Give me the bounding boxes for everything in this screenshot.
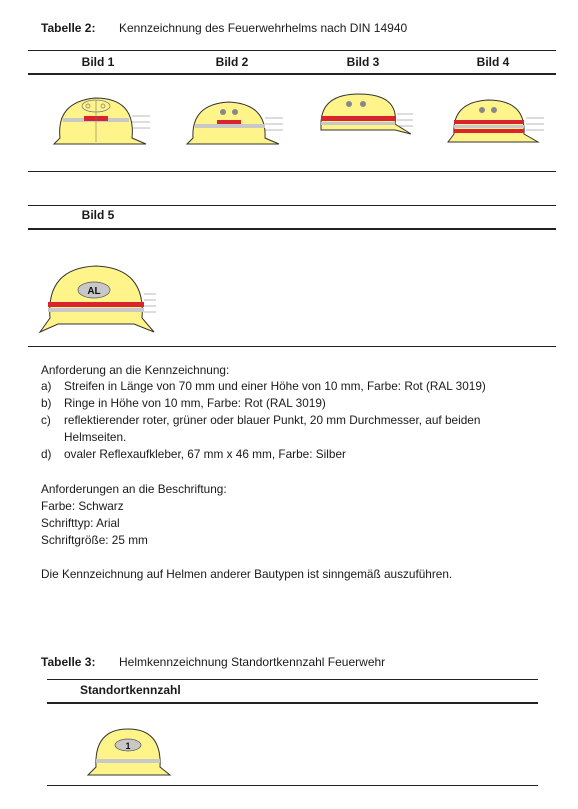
- table2-top-rule: [28, 50, 556, 51]
- helmet-bild5-image: [36, 262, 160, 338]
- column-header-bild3: Bild 3: [346, 55, 380, 69]
- requirement-b-marker: b): [41, 396, 52, 410]
- table2-label: Tabelle 2:: [41, 21, 96, 35]
- lettering-font: Schrifttyp: Arial: [41, 516, 120, 530]
- requirement-c-marker: c): [41, 413, 51, 427]
- requirement-a-text: Streifen in Länge von 70 mm und einer Höhe von 10 mm, Farbe: Rot (RAL 3019): [64, 379, 486, 393]
- standortkennzahl-badge-text: 1: [125, 741, 131, 751]
- table3-title: Helmkennzeichnung Standortkennzahl Feuerwehr: [119, 655, 386, 669]
- requirement-c-text: reflektierender roter, grüner oder blauer Punkt, 20 mm Durchmesser, auf beiden: [64, 413, 481, 427]
- column-header-bild4: Bild 4: [476, 55, 510, 69]
- helmet-standortkennzahl-image: [86, 725, 172, 781]
- note-paragraph: Die Kennzeichnung auf Helmen anderer Bautypen ist sinngemäß auszuführen.: [41, 567, 453, 581]
- helmet-bild1-image: [50, 94, 154, 152]
- column-header-bild2: Bild 2: [215, 55, 249, 69]
- requirements-heading: Anforderung an die Kennzeichnung:: [41, 363, 230, 377]
- table2-row2-top-rule: [28, 205, 556, 206]
- table3-label: Tabelle 3:: [41, 655, 96, 669]
- lettering-size: Schriftgröße: 25 mm: [41, 533, 148, 547]
- requirement-d-marker: d): [41, 447, 52, 461]
- table2-bottom-rule: [28, 346, 556, 347]
- requirement-c-continuation: Helmseiten.: [64, 430, 127, 444]
- table2-header-rule: [28, 73, 556, 75]
- table3-bottom-rule: [47, 785, 538, 786]
- table3-header-rule: [47, 702, 538, 704]
- column-header-standortkennzahl: Standortkennzahl: [80, 683, 181, 697]
- requirement-b-text: Ringe in Höhe von 10 mm, Farbe: Rot (RAL 3019): [64, 396, 326, 410]
- bild5-badge-text: AL: [87, 286, 101, 297]
- helmet-bild4-image: [444, 96, 548, 152]
- helmet-bild3-image: [313, 90, 417, 148]
- table3-caption: [41, 655, 386, 669]
- table2-row2-header-rule: [28, 228, 556, 230]
- lettering-color: Farbe: Schwarz: [41, 499, 124, 513]
- table2-row1-rule: [28, 171, 556, 172]
- column-header-bild5: Bild 5: [81, 208, 115, 222]
- table2-title: Kennzeichnung des Feuerwehrhelms nach DIN 14940: [119, 21, 408, 35]
- helmet-bild2-image: [183, 98, 287, 152]
- column-header-bild1: Bild 1: [81, 55, 115, 69]
- table2-caption: [41, 21, 408, 35]
- requirement-d-text: ovaler Reflexaufkleber, 67 mm x 46 mm, Farbe: Silber: [64, 447, 346, 461]
- table3-top-rule: [47, 679, 538, 680]
- lettering-heading: Anforderungen an die Beschriftung:: [41, 482, 227, 496]
- requirement-a-marker: a): [41, 379, 52, 393]
